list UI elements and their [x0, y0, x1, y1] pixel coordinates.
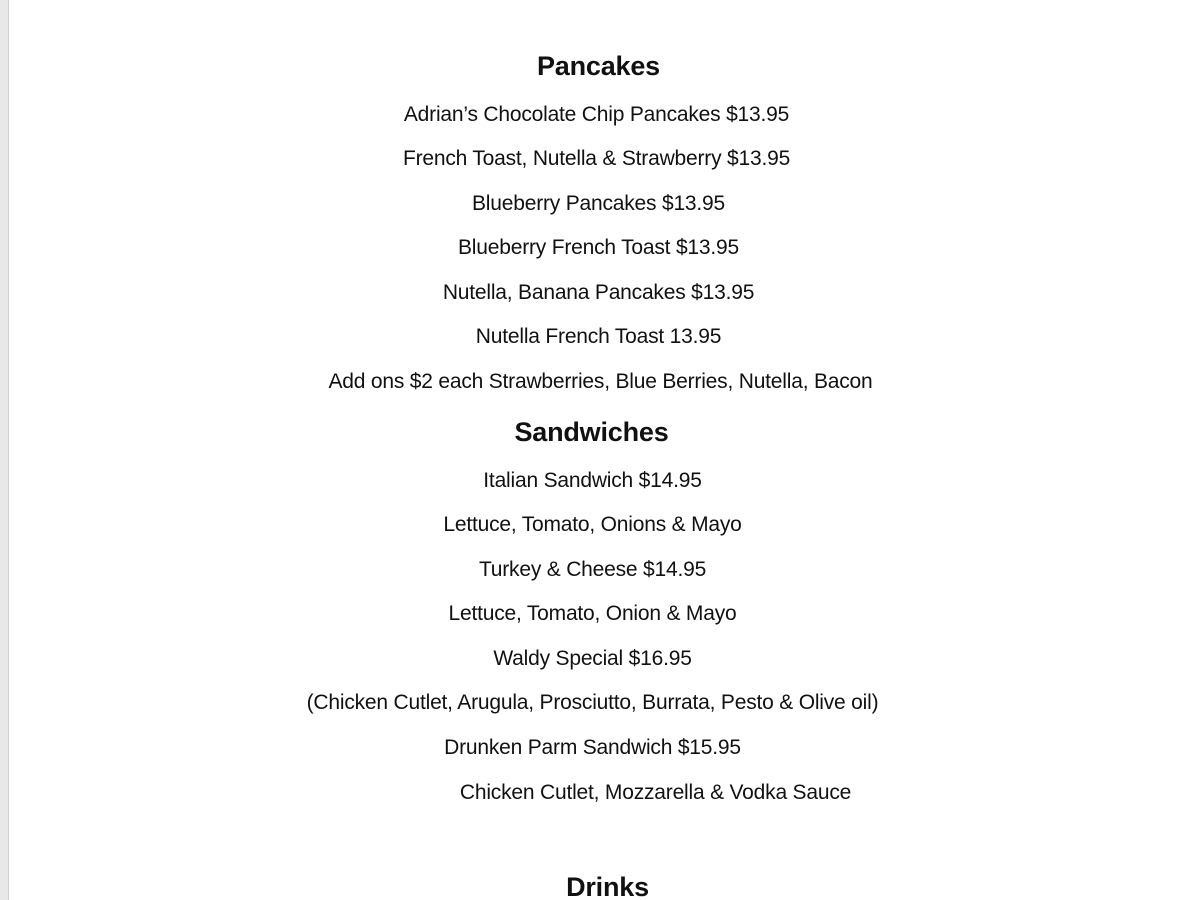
menu-item-line: Nutella French Toast 13.95 [475, 325, 722, 348]
menu-item-line: Lettuce, Tomato, Onion & Mayo [448, 602, 737, 625]
menu-item-line: Add ons $2 each Strawberries, Blue Berries, Nutella, Bacon [328, 370, 873, 393]
menu-item-line: Nutella, Banana Pancakes $13.95 [442, 281, 755, 304]
menu-item-line: Drunken Parm Sandwich $15.95 [444, 736, 741, 759]
menu-item-line: French Toast, Nutella & Strawberry $13.95 [402, 147, 791, 170]
menu-item-line: Turkey & Cheese $14.95 [478, 558, 707, 581]
menu-item-line: Blueberry French Toast $13.95 [458, 236, 739, 259]
page-left-edge [0, 0, 9, 900]
menu-item-line: Adrian’s Chocolate Chip Pancakes $13.95 [403, 103, 790, 126]
menu-item-line: Lettuce, Tomato, Onions & Mayo [443, 513, 742, 536]
menu-item-line: (Chicken Cutlet, Arugula, Prosciutto, Burrata, Pesto & Olive oil) [306, 691, 879, 714]
section-heading-sandwiches: Sandwiches [514, 417, 669, 447]
menu-item-line: Blueberry Pancakes $13.95 [472, 192, 725, 215]
menu-item-line: Chicken Cutlet, Mozzarella & Vodka Sauce [459, 781, 852, 804]
menu-item-line: Italian Sandwich $14.95 [483, 469, 702, 492]
document-page[interactable] [9, 0, 1200, 900]
section-heading-drinks: Drinks [566, 872, 649, 900]
menu-item-line: Waldy Special $16.95 [493, 647, 692, 670]
section-heading-pancakes: Pancakes [537, 51, 660, 81]
